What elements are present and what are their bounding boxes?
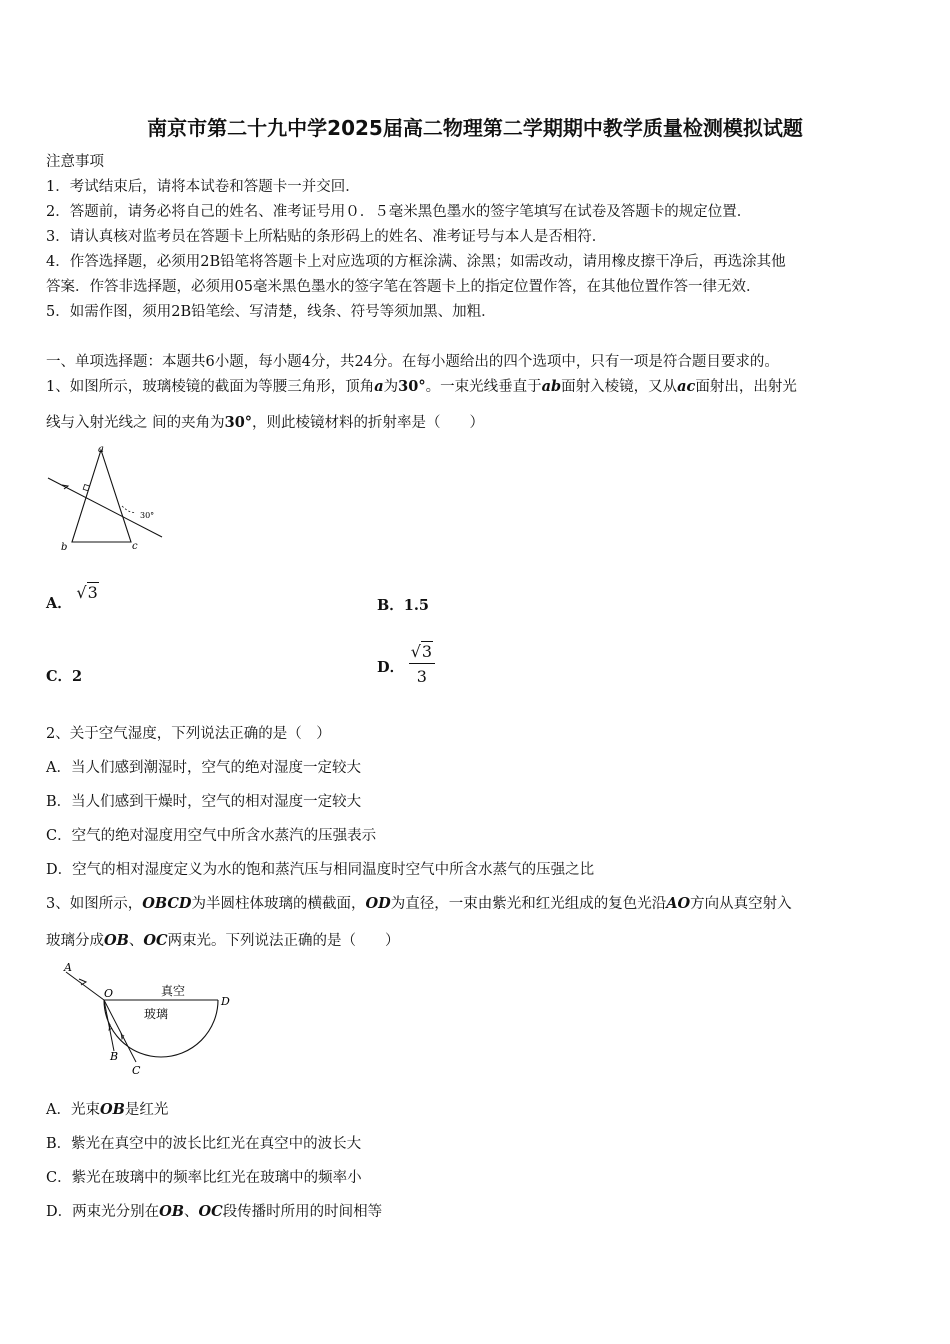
label-D: D xyxy=(221,995,230,1008)
notice-item-3: 3．请认真核对监考员在答题卡上所粘贴的条形码上的姓名、准考证号与本人是否相符． xyxy=(46,229,607,245)
label-glass: 玻璃 xyxy=(144,1007,169,1021)
label-C: C xyxy=(132,1064,141,1077)
notice-item-4: 4．作答选择题，必须用2B铅笔将答题卡上对应选项的方框涂满、涂黑；如需改动，请用橡皮擦干净后，再选涂其他 xyxy=(46,254,786,270)
ray-oc xyxy=(104,1000,136,1062)
q3-semicircle-figure xyxy=(44,958,244,1083)
q3-option-d: D．两束光分别在OB、OC段传播时所用的时间相等 xyxy=(46,1203,383,1220)
exit-ray-dashed xyxy=(122,506,136,512)
label-c: c xyxy=(132,541,138,552)
label-b: b xyxy=(61,542,68,553)
q3-option-c: C．紫光在玻璃中的频率比红光在玻璃中的频率小 xyxy=(46,1170,362,1186)
q1-option-a: A． √3 xyxy=(46,583,98,612)
ray-ob xyxy=(104,1000,114,1051)
page-title: 南京市第二十九中学2025届高二物理第二学期期中教学质量检测模拟试题 xyxy=(147,116,803,140)
notice-item-2: 2．答题前，请务必将自己的姓名、准考证号用０．５毫米黑色墨水的签字笔填写在试卷及答题卡的规定位置． xyxy=(46,204,752,220)
label-angle: 30° xyxy=(140,511,155,520)
label-vacuum: 真空 xyxy=(161,984,186,998)
label-B: B xyxy=(110,1050,119,1063)
right-angle-mark xyxy=(83,484,89,490)
q3-stem-line2: 玻璃分成OB、OC两束光。下列说法正确的是（ ） xyxy=(46,932,400,949)
notice-item-1: 1．考试结束后，请将本试卷和答题卡一并交回． xyxy=(46,179,360,195)
q1-option-b: B．1.5 xyxy=(377,597,429,614)
q2-stem: 2、关于空气湿度，下列说法正确的是（ ） xyxy=(46,726,331,742)
section-heading: 一、单项选择题：本题共6小题，每小题4分，共24分。在每小题给出的四个选项中，只有一项是符合题目要求的。 xyxy=(46,354,779,370)
notice-heading: 注意事项 xyxy=(46,154,104,170)
q3-option-b: B．紫光在真空中的波长比红光在真空中的波长大 xyxy=(46,1136,362,1152)
q2-option-c: C．空气的绝对湿度用空气中所含水蒸汽的压强表示 xyxy=(46,828,377,844)
q3-stem-line1: 3、如图所示，OBCD为半圆柱体玻璃的横截面，OD为直径，一束由紫光和红光组成的复色光沿AO方向从真空射入 xyxy=(46,895,792,912)
q1-prism-figure xyxy=(44,440,174,555)
light-ray xyxy=(48,478,162,537)
q3-option-a: A．光束OB是红光 xyxy=(46,1101,169,1118)
q2-option-d: D．空气的相对湿度定义为水的饱和蒸汽压与相同温度时空气中所含水蒸气的压强之比 xyxy=(46,862,595,878)
incident-ray-ao xyxy=(66,972,104,1000)
q1-stem-line2: 线与入射光线之 间的夹角为30°，则此棱镜材料的折射率是（ ） xyxy=(46,414,485,431)
label-O: O xyxy=(104,987,114,1000)
label-a: a xyxy=(98,444,104,455)
q2-option-b: B．当人们感到干燥时，空气的相对湿度一定较大 xyxy=(46,794,362,810)
label-A: A xyxy=(64,961,72,974)
q1-stem-line1: 1、如图所示，玻璃棱镜的截面为等腰三角形，顶角a为30°。一束光线垂直于ab面射入棱镜，又从ac面射出，出射光 xyxy=(46,378,797,395)
notice-item-4-cont: 答案．作答非选择题，必须用05毫米黑色墨水的签字笔在答题卡上的指定位置作答，在其他位置作答一律无效． xyxy=(46,279,761,295)
q1-option-c: C．2 xyxy=(46,668,83,685)
q1-option-d: D． $\frac{√3}{3}$ xyxy=(377,642,435,686)
q2-option-a: A．当人们感到潮湿时，空气的绝对湿度一定较大 xyxy=(46,760,361,776)
fraction: $\frac{√3}{3}$ xyxy=(409,642,435,686)
notice-item-5: 5．如需作图，须用2B铅笔绘、写清楚，线条、符号等须加黑、加粗． xyxy=(46,304,496,320)
prism-triangle xyxy=(72,450,131,542)
